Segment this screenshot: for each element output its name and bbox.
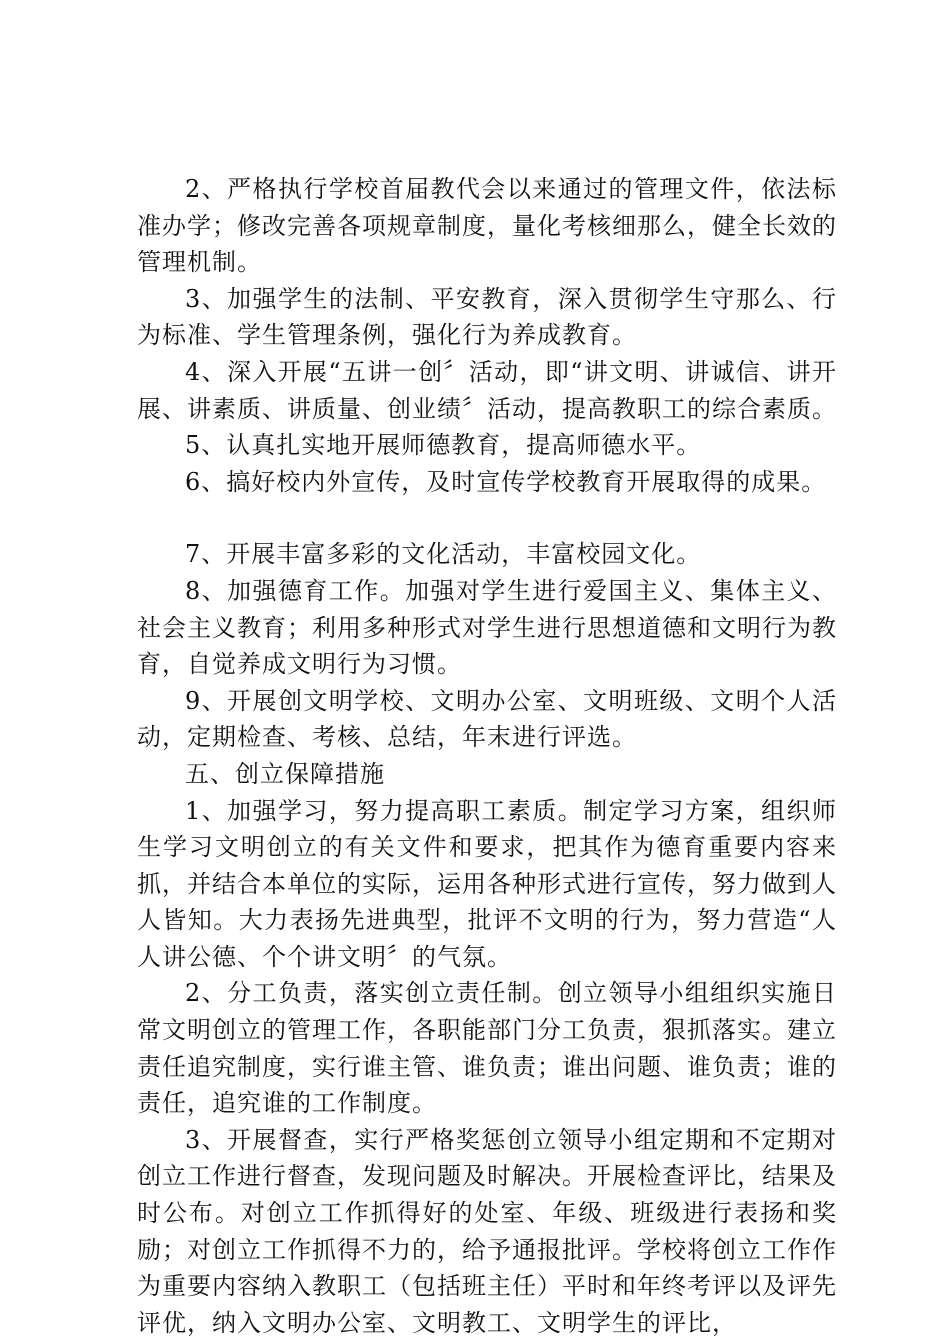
measure-item-3: 3、开展督查，实行严格奖惩创立领导小组定期和不定期对创立工作进行督查，发现问题及时解决。开展检查评比，结果及时公布。对创立工作抓得好的处室、年级、班级进行表扬和奖励；对创立工作抓得不力的，给予通报批评。学校将创立工作作为重要内容纳入教职工（包括班主任）平时和年终考评以及评先评优，纳入文明办公室、文明教工、文明学生的评比， <box>137 1125 837 1337</box>
paragraph-item-7: 7、开展丰富多彩的文化活动，丰富校园文化。 <box>185 540 702 569</box>
measure-item-2: 2、分工负责，落实创立责任制。创立领导小组组织实施日常文明创立的管理工作，各职能部门分工负责，狠抓落实。建立责任追究制度，实行谁主管、谁负责；谁出问题、谁负责；谁的责任，追究谁的工作制度。 <box>137 979 837 1118</box>
section-heading: 五、创立保障措施 <box>185 759 385 788</box>
paragraph-item-3: 3、加强学生的法制、平安教育，深入贯彻学生守那么、行为标准、学生管理条例，强化行为养成教育。 <box>137 284 837 350</box>
paragraph-item-4: 4、深入开展“五讲一创〞活动，即“讲文明、讲诚信、讲开展、讲素质、讲质量、创业绩〞活动，提高教职工的综合素质。 <box>137 357 837 423</box>
measure-item-1: 1、加强学习，努力提高职工素质。制定学习方案，组织师生学习文明创立的有关文件和要求，把其作为德育重要内容来抓，并结合本单位的实际，运用各种形式进行宣传，努力做到人人皆知。大力表扬先进典型，批评不文明的行为，努力营造“人人讲公德、个个讲文明〞的气氛。 <box>137 796 837 971</box>
paragraph-gap <box>137 500 837 536</box>
paragraph-item-2: 2、严格执行学校首届教代会以来通过的管理文件，依法标准办学；修改完善各项规章制度，量化考核细那么，健全长效的管理机制。 <box>137 175 837 277</box>
paragraph-item-5: 5、认真扎实地开展师德教育，提高师德水平。 <box>185 431 702 460</box>
paragraph-item-9: 9、开展创文明学校、文明办公室、文明班级、文明个人活动，定期检查、考核、总结，年末进行评选。 <box>137 686 837 752</box>
document-body <box>137 171 837 1341</box>
paragraph-item-6: 6、搞好校内外宣传，及时宣传学校教育开展取得的成果。 <box>185 467 827 496</box>
paragraph-item-8: 8、加强德育工作。加强对学生进行爱国主义、集体主义、社会主义教育；利用多种形式对学生进行思想道德和文明行为教育，自觉养成文明行为习惯。 <box>137 576 837 679</box>
